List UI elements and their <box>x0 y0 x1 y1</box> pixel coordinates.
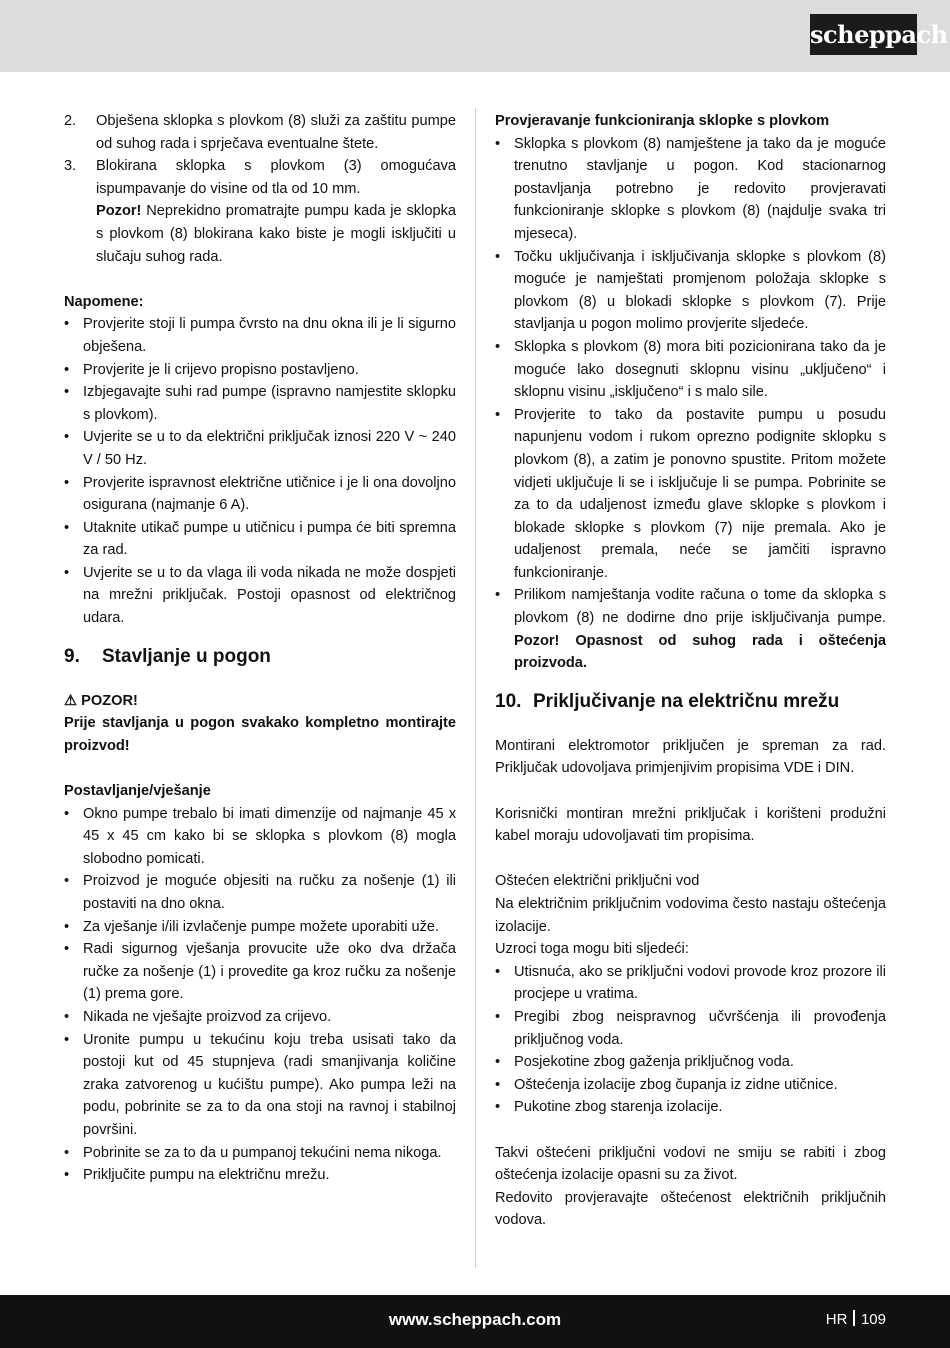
list-item: • Uvjerite se u to da vlaga ili voda nikada ne može dospjeti na mrežni priključak. Postoji opasnost od električnog udara. <box>64 564 456 627</box>
list-item: • Pobrinite se za to da u pumpanoj tekućini nema nikoga. <box>64 1144 442 1161</box>
list-item: • Izbjegavajte suhi rad pumpe (ispravno namjestite sklopku s plovkom). <box>64 384 456 423</box>
scheppach-logo: scheppach <box>810 14 917 55</box>
intro-item <box>64 155 456 200</box>
list-item: • Utaknite utikač pumpe u utičnicu i pumpa će biti spremna za rad. <box>64 519 456 559</box>
list-item: • Nikada ne vješajte proizvod za crijevo. <box>64 1008 332 1025</box>
list-item: • Proizvod je moguće objesiti na ručku za nošenje (1) ili postaviti na dno okna. <box>64 873 456 912</box>
napomene-list <box>64 313 456 629</box>
postavljanje-title: Postavljanje/vješanje <box>64 783 211 800</box>
list-item: • Za vješanje i/ili izvlačenje pumpe možete uporabiti uže. <box>64 918 440 935</box>
warning-label: ⚠ POZOR! <box>64 692 138 709</box>
list-item: • Prilikom namještanja vodite računa o tome da sklopka s plovkom (8) ne dodirne dno prije isključivanja pumpe. Pozor! Opasnost od suhog rada i oštećenja proizvoda. <box>495 587 886 672</box>
list-item: • Uronite pumpu u tekućinu koju treba usisati tako da postoji kut od 45 stupnjeva (radi smanjivanja količine zraka zatvorenog u kućištu pumpe). Ako pumpa leži na podu, pobrinite se za to da ona stoji na ravnoj i stabilnoj površini. <box>64 1031 456 1138</box>
column-divider <box>475 108 476 1268</box>
header-bar <box>0 0 950 72</box>
list-item: • Oštećenja izolacije zbog čupanja iz zidne utičnice. <box>495 1076 838 1093</box>
section-10-heading: 10. Priključivanje na električnu mrežu <box>495 690 840 712</box>
list-item: • Provjerite je li crijevo propisno postavljeno. <box>64 361 359 378</box>
postavljanje-list <box>64 803 456 1187</box>
list-item: • Sklopka s plovkom (8) mora biti pozicionirana tako da je moguće lako dosegnuti sklopnu visinu „uključeno“ i sklopnu visinu „isključeno“ i s malo sile. <box>495 338 886 401</box>
uzroci-list <box>495 961 886 1119</box>
website-link[interactable]: www.scheppach.com <box>388 1310 562 1329</box>
page-number: 109 <box>860 1311 886 1328</box>
list-item: • Pukotine zbog starenja izolacije. <box>495 1099 723 1116</box>
provjera-title: Provjeravanje funkcioniranja sklopke s plovkom <box>495 113 830 129</box>
footer-bar <box>0 1295 950 1348</box>
paragraph: Na električnim priključnim vodovima često nastaju oštećenja izolacije. <box>495 896 886 935</box>
list-item: • Posjekotine zbog gaženja priključnog voda. <box>495 1054 794 1071</box>
list-item: • Pregibi zbog neispravnog učvršćenja ili provođenja priključnog voda. <box>495 1008 886 1048</box>
list-item: • Utisnuća, ako se priključni vodovi provode kroz prozore ili procjepe u vratima. <box>495 963 886 1003</box>
pozor-text: Neprekidno promatrajte pumpu kada je sklopka s plovkom (8) blokirana kako biste je mogli isključiti u slučaju suhog rada. <box>96 203 456 265</box>
list-item: • Radi sigurnog vješanja provucite uže oko dva držača ručke za nošenje (1) i provedite ga kroz ručku za nošenje (1) prema gore. <box>64 941 456 1003</box>
napomene-title: Napomene: <box>64 293 144 310</box>
item-text: Obješena sklopka s plovkom (8) služi za zaštitu pumpe od suhog rada i sprječava eventualne štete. <box>96 113 456 152</box>
list-item: • Provjerite to tako da postavite pumpu u posudu napunjenu vodom i rukom oprezno podignite sklopku s plovkom (8), a zatim je ponovno spustite. Pritom možete vidjeti uključuje li se i isključuje li se pumpa. Pobrinite se za to da udaljenost između glave sklopke s plovkom i blokade sklopke s plovkom (7) nije premala. Ako je udaljenost premala, neće se jamčiti ispravno funkcioniranje. <box>495 406 886 581</box>
warning-text: Prije stavljanja u pogon svakako kompletno montirajte proizvod! <box>64 715 456 754</box>
dry-run-warning: Pozor! Opasnost od suhog rada i oštećenja proizvoda. <box>514 632 886 672</box>
list-item: • Točku uključivanja i isključivanja sklopke s plovkom (8) moguće je namještati promjenom položaja sklopke s plovkom (8) u blokadi sklopke s plovkom (7). Prije stavljanja u pogon molimo provjerite sljedeće. <box>495 248 886 333</box>
list-item: • Priključite pumpu na električnu mrežu. <box>64 1167 330 1184</box>
language-code: HR <box>825 1311 848 1328</box>
list-item: • Provjerite stoji li pumpa čvrsto na dnu okna ili je li sigurno obješena. <box>64 316 456 355</box>
list-item: • Okno pumpe trebalo bi imati dimenzije od najmanje 45 x 45 x 45 cm kako bi se sklopka s plovkom (8) mogla slobodno pomicati. <box>64 805 456 867</box>
item-number: 2. <box>64 113 77 129</box>
item-number: 3. <box>64 158 77 175</box>
ostecen-title: Oštećen električni priključni vod <box>495 873 700 890</box>
intro-list <box>64 110 456 268</box>
paragraph: Takvi oštećeni priključni vodovi ne smiju se rabiti i zbog oštećenja izolacije opasni su za život. <box>495 1144 886 1184</box>
paragraph: Korisnički montiran mrežni priključak i korišteni produžni kabel moraju udovoljavati tim propisima. <box>495 805 886 845</box>
section-9-heading: 9. Stavljanje u pogon <box>64 645 271 667</box>
item-text: Blokirana sklopka s plovkom (3) omogućava ispumpavanje do visine od tla od 10 mm. <box>96 158 456 197</box>
paragraph: Redovito provjeravajte oštećenost električnih priključnih vodova. <box>495 1189 886 1229</box>
list-item: • Sklopka s plovkom (8) namještene ja tako da je moguće trenutno stavljanje u pogon. Kod stacionarnog postavljanja potrebno je redovito provjeravati funkcioniranje sklopke s plovkom (8) (najdulje svaka tri mjeseca). <box>495 135 886 242</box>
pozor-label: Pozor! <box>96 203 142 220</box>
intro-item <box>64 110 456 155</box>
provjera-list <box>495 133 886 675</box>
intro-item-pozor <box>64 200 456 268</box>
paragraph: Montirani elektromotor priključen je spreman za rad. Priključak udovoljava primjenjivim propisima VDE i DIN. <box>495 737 886 777</box>
page-indicator <box>826 1308 886 1332</box>
uzroci-intro: Uzroci toga mogu biti sljedeći: <box>495 941 689 958</box>
list-item: • Provjerite ispravnost električne utičnice i je li ona dovoljno osigurana (najmanje 6 A). <box>64 474 456 514</box>
left-column <box>64 110 456 1187</box>
separator <box>853 1310 855 1326</box>
right-column <box>495 110 886 1232</box>
list-item: • Uvjerite se u to da električni priključak iznosi 220 V ~ 240 V / 50 Hz. <box>64 429 456 468</box>
